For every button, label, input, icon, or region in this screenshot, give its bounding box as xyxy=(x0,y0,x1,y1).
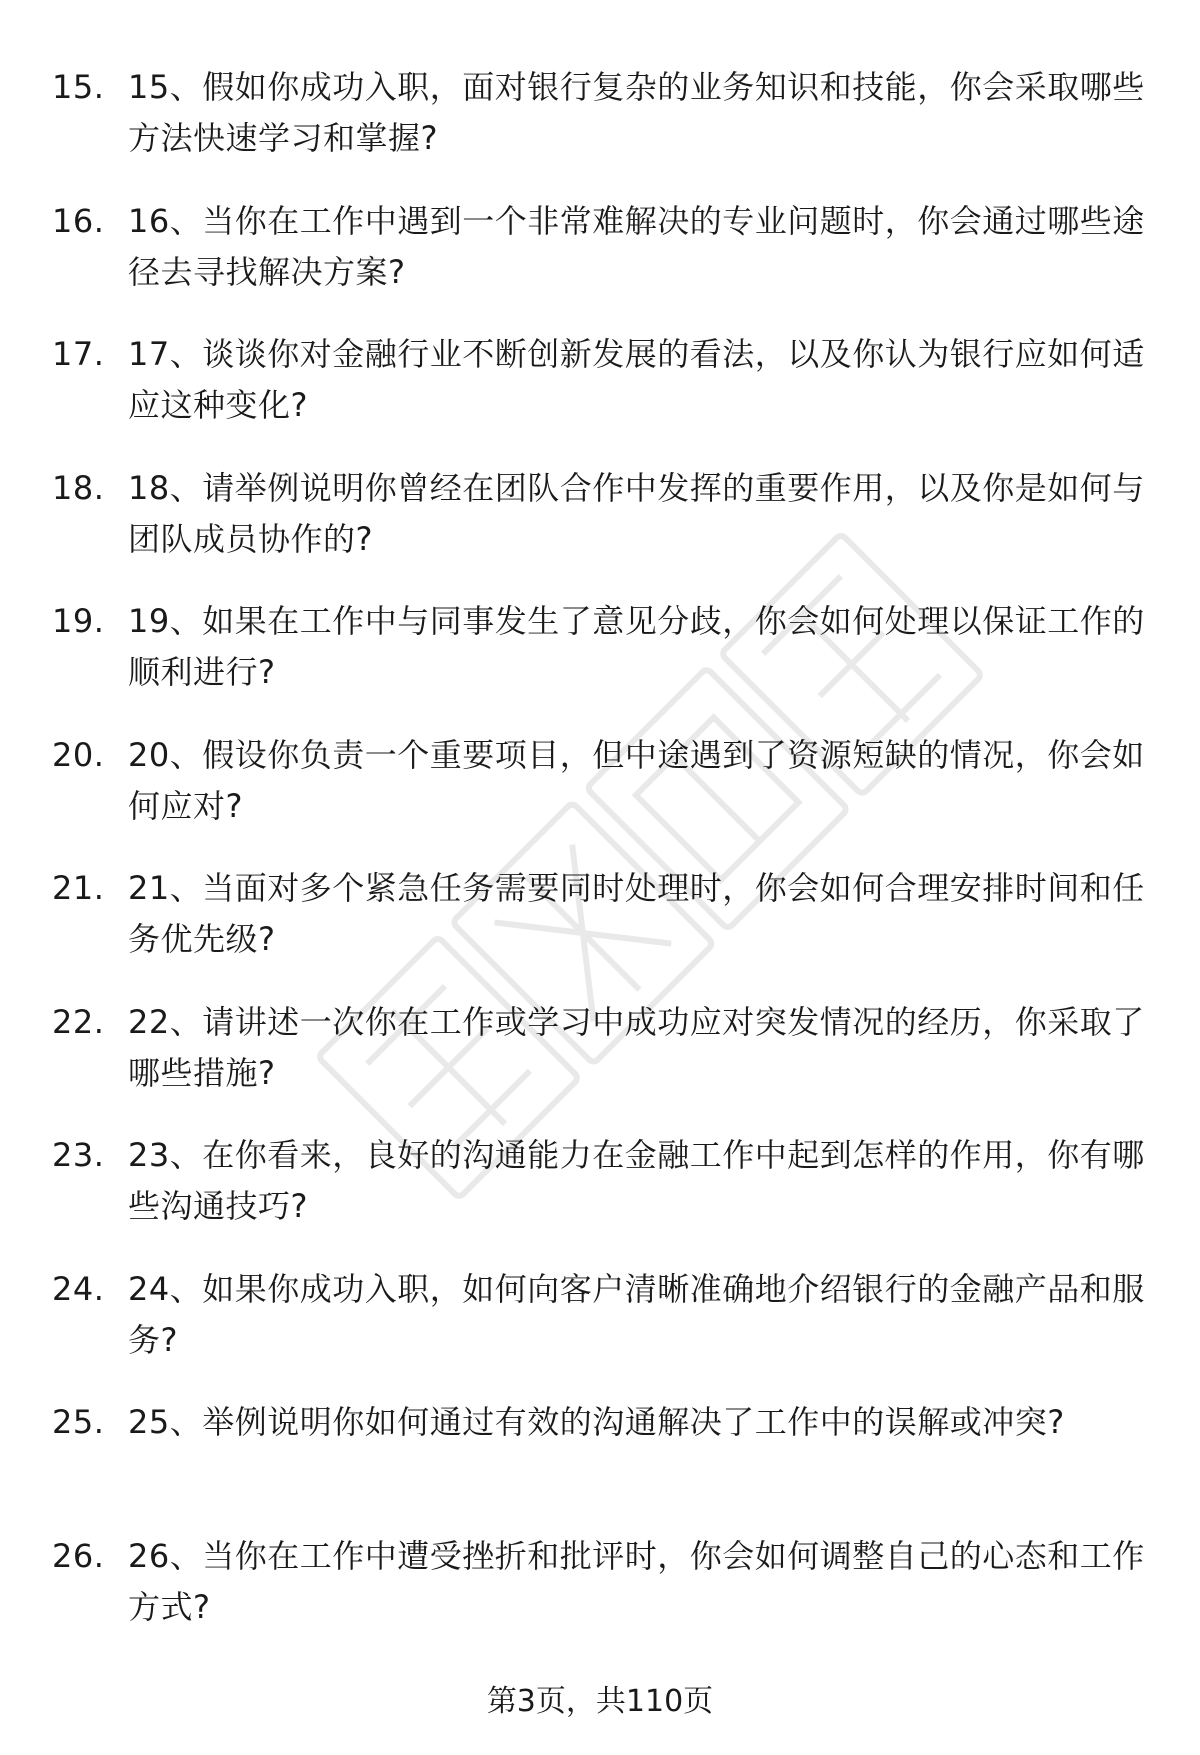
list-item xyxy=(52,730,1162,864)
question-number: 16. xyxy=(52,201,105,240)
question-number: 21. xyxy=(52,869,105,907)
question-number: 22. xyxy=(52,1002,105,1041)
list-item xyxy=(52,863,1162,997)
list-item xyxy=(52,997,1162,1131)
question-text: 17、谈谈你对金融行业不断创新发展的看法，以及你认为银行应如何适应这种变化? xyxy=(128,335,1145,424)
list-item xyxy=(52,196,1162,330)
list-item xyxy=(52,1264,1162,1398)
question-text: 15、假如你成功入职，面对银行复杂的业务知识和技能，你会采取哪些方法快速学习和掌握? xyxy=(128,68,1145,157)
question-number: 26. xyxy=(52,1536,105,1575)
question-number: 24. xyxy=(52,1269,105,1308)
question-number: 19. xyxy=(52,602,105,640)
question-text: 20、假设你负责一个重要项目，但中途遇到了资源短缺的情况，你会如何应对? xyxy=(128,735,1145,825)
question-number: 25. xyxy=(52,1403,105,1441)
question-list xyxy=(52,62,1162,1664)
question-text: 21、当面对多个紧急任务需要同时处理时，你会如何合理安排时间和任务优先级? xyxy=(128,869,1145,958)
question-number: 17. xyxy=(52,335,105,373)
list-item xyxy=(52,62,1162,196)
list-item xyxy=(52,596,1162,730)
list-item xyxy=(52,1397,1162,1531)
list-item xyxy=(52,463,1162,597)
question-text: 18、请举例说明你曾经在团队合作中发挥的重要作用，以及你是如何与团队成员协作的? xyxy=(128,468,1145,558)
page-footer: 第3页，共110页 xyxy=(486,1684,714,1719)
question-text: 19、如果在工作中与同事发生了意见分歧，你会如何处理以保证工作的顺利进行? xyxy=(128,602,1145,691)
list-item xyxy=(52,1531,1162,1665)
question-text: 26、当你在工作中遭受挫折和批评时，你会如何调整自己的心态和工作方式? xyxy=(128,1536,1145,1626)
question-text: 25、举例说明你如何通过有效的沟通解决了工作中的误解或冲突? xyxy=(128,1403,1065,1441)
question-number: 15. xyxy=(52,68,105,106)
question-text: 24、如果你成功入职，如何向客户清晰准确地介绍银行的金融产品和服务? xyxy=(128,1269,1145,1359)
question-number: 23. xyxy=(52,1136,105,1174)
question-text: 16、当你在工作中遇到一个非常难解决的专业问题时，你会通过哪些途径去寻找解决方案? xyxy=(128,201,1145,291)
list-item xyxy=(52,1130,1162,1264)
question-number: 20. xyxy=(52,735,105,774)
question-text: 22、请讲述一次你在工作或学习中成功应对突发情况的经历，你采取了哪些措施? xyxy=(128,1002,1145,1092)
list-item xyxy=(52,329,1162,463)
question-number: 18. xyxy=(52,468,105,507)
question-text: 23、在你看来，良好的沟通能力在金融工作中起到怎样的作用，你有哪些沟通技巧? xyxy=(128,1136,1145,1225)
